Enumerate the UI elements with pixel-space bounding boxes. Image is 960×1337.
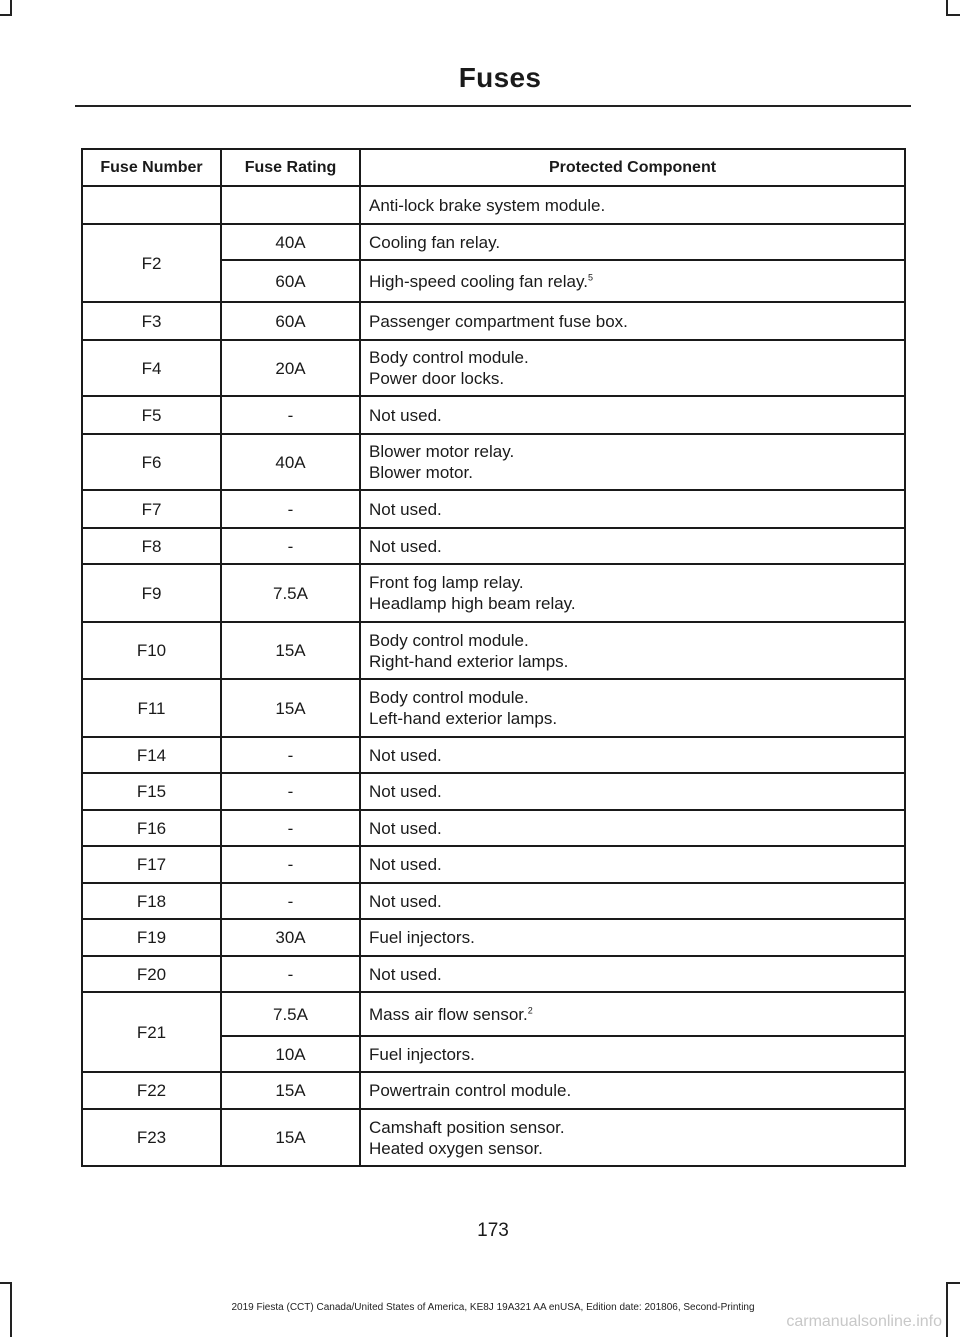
watermark: carmanualsonline.info [786, 1313, 942, 1330]
table-row [82, 1072, 905, 1109]
component-text: Right-hand exterior lamps. [369, 651, 569, 671]
fuse-rating-cell: 10A [221, 1036, 360, 1072]
fuse-number-cell: F9 [82, 564, 221, 622]
table-row [82, 564, 905, 622]
fuse-rating-cell: - [221, 737, 360, 773]
fuse-rating-cell: - [221, 846, 360, 883]
fuse-number-cell: F10 [82, 622, 221, 679]
column-header-fuse-rating: Fuse Rating [221, 149, 360, 186]
fuse-number-cell: F2 [82, 224, 221, 302]
fuse-rating-cell: 40A [221, 434, 360, 490]
component-text: Fuel injectors. [369, 1044, 475, 1064]
fuse-rating-cell: 7.5A [221, 564, 360, 622]
fuse-number-cell: F20 [82, 956, 221, 992]
component-text: Powertrain control module. [369, 1081, 572, 1100]
page-title: Fuses [458, 62, 542, 93]
component-text: Cooling fan relay. [369, 232, 501, 252]
protected-component-cell [360, 564, 905, 622]
protected-component-cell [360, 773, 905, 810]
protected-component-cell [360, 528, 905, 564]
fuse-number-cell: F5 [82, 396, 221, 434]
fuse-number-cell: F4 [82, 340, 221, 396]
component-text: Blower motor. [369, 463, 473, 482]
protected-component-cell [360, 737, 905, 773]
protected-component-cell [360, 919, 905, 956]
footer-edition-info: 2019 Fiesta (CCT) Canada/United States of America, KE8J 19A321 AA enUSA, Edition date: 201806, Second-Printing [231, 1302, 755, 1313]
component-text: Not used. [369, 745, 442, 765]
component-text: Not used. [369, 499, 442, 519]
protected-component-cell [360, 1109, 905, 1166]
component-text: Headlamp high beam relay. [369, 594, 576, 613]
component-text: Power door locks. [369, 369, 505, 388]
protected-component-cell [360, 992, 905, 1036]
component-text: High-speed cooling fan relay. [369, 271, 588, 291]
protected-component-cell [360, 434, 905, 490]
component-text: Mass air flow sensor. [369, 1004, 528, 1024]
fuse-number-cell: F22 [82, 1072, 221, 1109]
protected-component-cell [360, 956, 905, 992]
component-text: Left-hand exterior lamps. [369, 709, 558, 728]
fuse-number-cell: F7 [82, 490, 221, 528]
column-header-protected-component: Protected Component [360, 149, 905, 186]
table-row [82, 434, 905, 490]
protected-component-cell [360, 622, 905, 679]
fuse-rating-cell: - [221, 396, 360, 434]
table-row [82, 490, 905, 528]
fuse-rating-cell [221, 186, 360, 224]
table-row [82, 810, 905, 846]
table-row [82, 528, 905, 564]
protected-component-cell [360, 1072, 905, 1109]
fuse-rating-cell: 7.5A [221, 992, 360, 1036]
table-row [82, 679, 905, 737]
table-row [82, 883, 905, 919]
protected-component-cell [360, 883, 905, 919]
fuse-rating-cell: - [221, 773, 360, 810]
component-text: Not used. [369, 405, 442, 425]
crop-mark-bottom-left-h [0, 1282, 12, 1284]
protected-component-cell [360, 302, 905, 340]
component-text: Not used. [369, 964, 442, 984]
crop-mark-top-left [10, 0, 12, 14]
fuse-rating-cell: - [221, 883, 360, 919]
header-divider [75, 105, 911, 107]
fuse-table-body [82, 186, 905, 1166]
table-row [82, 992, 905, 1036]
fuse-rating-cell: 60A [221, 302, 360, 340]
protected-component-cell [360, 260, 905, 302]
protected-component-cell [360, 1036, 905, 1072]
fuse-number-cell: F19 [82, 919, 221, 956]
protected-component-cell [360, 679, 905, 737]
fuse-number-cell: F17 [82, 846, 221, 883]
component-text: Passenger compartment fuse box. [369, 311, 628, 331]
crop-mark-bottom-right-h [946, 1282, 960, 1284]
protected-component-cell [360, 810, 905, 846]
protected-component-cell [360, 186, 905, 224]
fuse-rating-cell: 15A [221, 1109, 360, 1166]
component-text: Body control module. [369, 348, 529, 367]
component-text: Fuel injectors. [369, 928, 475, 947]
table-header-row [82, 149, 905, 186]
table-row [82, 919, 905, 956]
fuse-number-cell: F14 [82, 737, 221, 773]
fuse-number-cell: F8 [82, 528, 221, 564]
fuse-rating-cell: - [221, 528, 360, 564]
fuse-number-cell: F6 [82, 434, 221, 490]
table-row [82, 737, 905, 773]
fuse-rating-cell: 40A [221, 224, 360, 260]
fuse-rating-cell: - [221, 956, 360, 992]
protected-component-cell [360, 340, 905, 396]
component-text: Body control module. [369, 688, 529, 707]
protected-component-cell [360, 396, 905, 434]
table-row [82, 396, 905, 434]
table-row [82, 186, 905, 224]
table-row [82, 340, 905, 396]
fuse-number-cell: F15 [82, 773, 221, 810]
component-text: Not used. [369, 536, 442, 556]
component-text: Front fog lamp relay. [369, 573, 524, 592]
fuse-rating-cell: - [221, 490, 360, 528]
fuse-rating-cell: - [221, 810, 360, 846]
fuse-rating-cell: 15A [221, 622, 360, 679]
fuse-rating-cell: 30A [221, 919, 360, 956]
fuse-rating-cell: 15A [221, 1072, 360, 1109]
component-text: Anti-lock brake system module. [369, 195, 606, 215]
component-text: Body control module. [369, 630, 529, 650]
fuse-number-cell [82, 186, 221, 224]
component-text: Camshaft position sensor. [369, 1117, 565, 1137]
fuse-number-cell: F23 [82, 1109, 221, 1166]
table-row [82, 302, 905, 340]
table-row [82, 846, 905, 883]
footnote-marker: 5 [587, 271, 593, 282]
component-text: Not used. [369, 891, 442, 911]
table-row [82, 622, 905, 679]
fuse-rating-cell: 15A [221, 679, 360, 737]
component-text: Heated oxygen sensor. [369, 1138, 543, 1158]
component-text: Not used. [369, 818, 442, 838]
fuse-number-cell: F3 [82, 302, 221, 340]
fuse-number-cell: F21 [82, 992, 221, 1072]
table-row [82, 224, 905, 260]
fuse-number-cell: F16 [82, 810, 221, 846]
protected-component-cell [360, 224, 905, 260]
fuse-table [81, 148, 906, 1167]
fuse-rating-cell: 20A [221, 340, 360, 396]
protected-component-cell [360, 490, 905, 528]
fuse-rating-cell: 60A [221, 260, 360, 302]
fuse-number-cell: F11 [82, 679, 221, 737]
component-text: Not used. [369, 782, 442, 801]
column-header-fuse-number: Fuse Number [82, 149, 221, 186]
table-row [82, 956, 905, 992]
crop-mark-top-right-h [946, 14, 960, 16]
table-row [82, 773, 905, 810]
fuse-number-cell: F18 [82, 883, 221, 919]
page-number: 173 [477, 1220, 509, 1241]
component-text: Not used. [369, 855, 442, 874]
footnote-marker: 2 [527, 1004, 533, 1015]
crop-mark-top-right [946, 0, 948, 14]
table-row [82, 1109, 905, 1166]
crop-mark-top-left-h [0, 14, 12, 16]
component-text: Blower motor relay. [369, 442, 515, 461]
protected-component-cell [360, 846, 905, 883]
